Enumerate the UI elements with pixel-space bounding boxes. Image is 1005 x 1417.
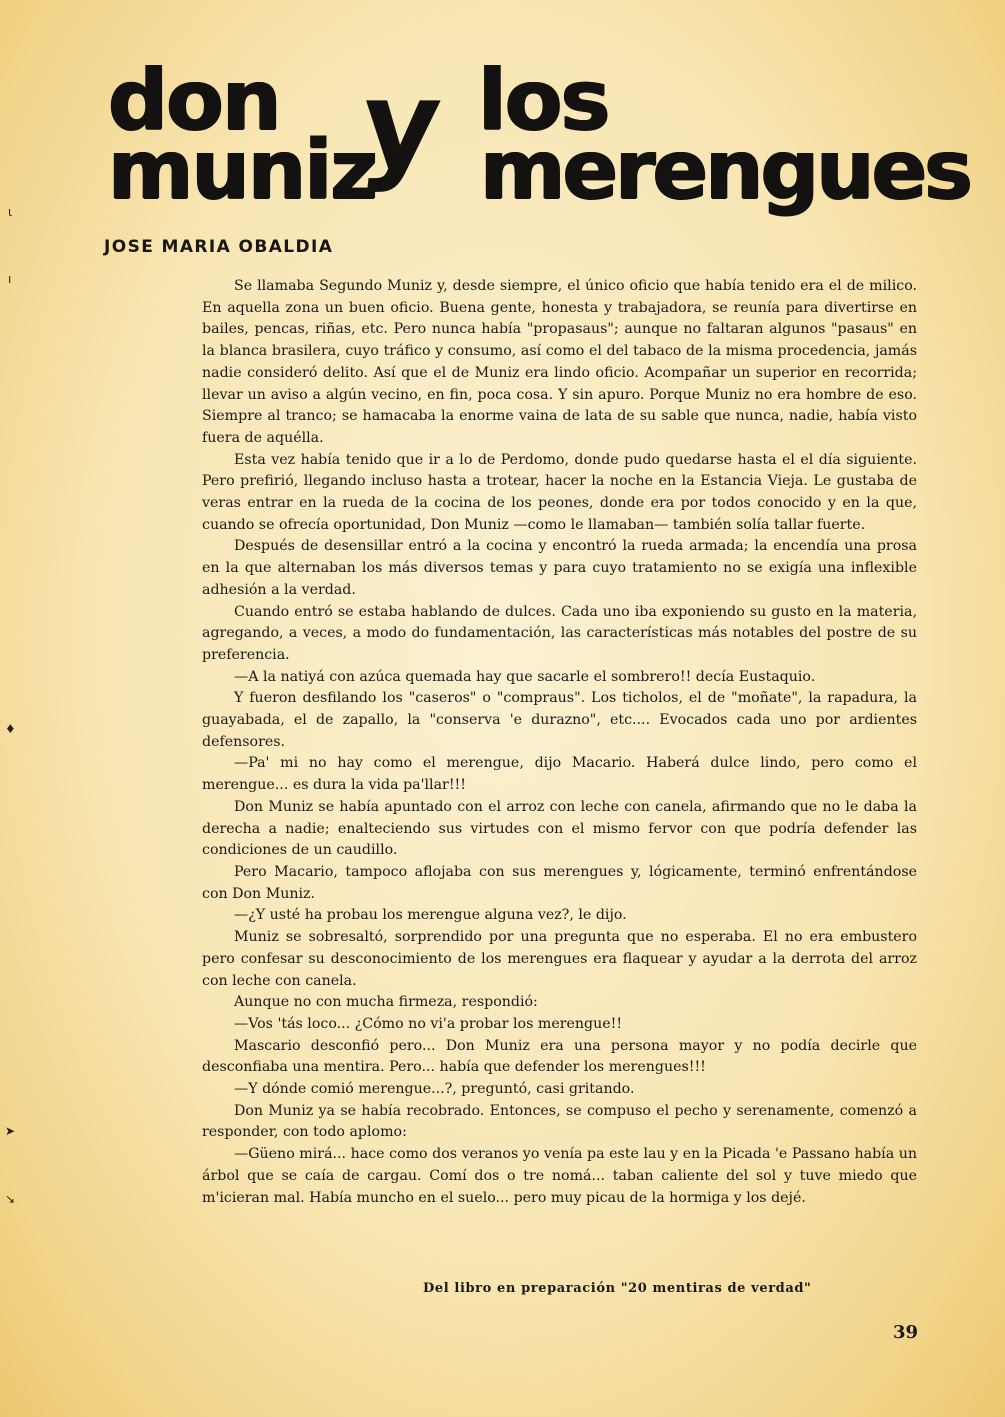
source-credit: Del libro en preparación "20 mentiras de verdad" — [423, 1281, 812, 1296]
title-word-muniz: muniz — [108, 123, 377, 218]
page-number: 39 — [893, 1322, 919, 1343]
author-byline: JOSE MARIA OBALDIA — [104, 237, 334, 257]
title-word-don: don — [108, 51, 280, 149]
title-word-los: los — [478, 51, 609, 149]
paragraph: Esta vez había tenido que ir a lo de Perdomo, donde pudo quedarse hasta el el día siguiente. Pero prefirió, llegando incluso hasta a trotear, hacer la noche en la Estancia Vieja. Le gustaba de veras entrar en la rueda de la cocina de los peones, donde era por todos conocido y en la que, cuando se ofrecía oportunidad, Don Muniz —como le llamaban— también solía tallar fuerte. — [202, 451, 917, 533]
paragraph: Pero Macario, tampoco aflojaba con sus merengues y, lógicamente, terminó enfrentándose con Don Muniz. — [202, 863, 917, 902]
paragraph: Cuando entró se estaba hablando de dulces. Cada uno iba exponiendo su gusto en la materia, agregando, a veces, a modo do fundamentación, las características más notables del postre de su preferencia. — [202, 603, 917, 663]
margin-speck: ↘ — [5, 1192, 16, 1206]
margin-speck: ➤ — [5, 1124, 16, 1138]
article-body — [202, 276, 917, 1209]
paragraph: —A la natiyá con azúca quemada hay que sacarle el sombrero!! decía Eustaquio. — [234, 668, 816, 685]
paragraph: Don Muniz ya se había recobrado. Entonces, se compuso el pecho y serenamente, comenzó a responder, con todo aplomo: — [202, 1102, 917, 1141]
paragraph: —Güeno mirá... hace como dos veranos yo venía pa este lau y en la Picada 'e Passano había un árbol que se caía de cargau. Comí dos o tre nomá... taban caliente del sol y tuve miedo que m'icieran mal. Había muncho en el suelo... pero muy picau de la hormiga y los dejé. — [202, 1146, 917, 1206]
paragraph: —Vos 'tás loco... ¿Cómo no vi'a probar los merengue!! — [234, 1015, 623, 1032]
margin-speck: ♦ — [5, 722, 16, 736]
paragraph: —Pa' mi no hay como el merengue, dijo Macario. Haberá dulce lindo, pero como el merengue... es dura la vida pa'llar!!! — [202, 755, 917, 794]
paragraph: —Y dónde comió merengue...?, preguntó, casi gritando. — [234, 1081, 635, 1098]
paragraph: Y fueron desfilando los "caseros" o "compraus". Los ticholos, el de "moñate", la rapadura, la guayabada, el de zapallo, la "conserva 'e durazno", etc.... Evocados cada uno por ardientes defensores. — [202, 690, 917, 750]
paragraph: Don Muniz se había apuntado con el arroz con leche con canela, afirmando que no le daba la derecha a nadie; enalteciendo sus virtudes con el mismo fervor con que podría defender las condiciones de un caudillo. — [202, 798, 917, 859]
paragraph: Muniz se sobresaltó, sorprendido por una pregunta que no esperaba. El no era embustero pero confesar su desconocimiento de los merengues era flaquear y ayudar a la derrota del arroz con leche con canela. — [202, 929, 917, 989]
paragraph: Aunque no con mucha firmeza, respondió: — [234, 994, 538, 1011]
paragraph: —¿Y usté ha probau los merengue alguna vez?, le dijo. — [234, 907, 627, 924]
paragraph: Después de desensillar entró a la cocina y encontró la rueda armada; la encendía una prosa en la que alternaban los más diversos temas y para cuyo tratamiento no se exigía una inflexible adhesión a la verdad. — [202, 538, 917, 598]
title-conjunction-y: y — [354, 56, 448, 195]
margin-speck: ı — [8, 272, 12, 286]
paragraph: Mascario desconfió pero... Don Muniz era una persona mayor y no podía decirle que desconfiaba una mentira. Pero... había que defender los merengues!!! — [202, 1037, 917, 1076]
title-word-merengues: merengues — [480, 123, 970, 218]
paragraph: Se llamaba Segundo Muniz y, desde siempre, el único oficio que había tenido era el de milico. En aquella zona un buen oficio. Buena gente, honesta y trabajadora, se reunía para divertirse en bailes, pencas, riñas, etc. Pero nunca había "propasaus"; aunque no faltaran algunos "pasaus" en la blanca brasilera, cuyo tráfico y consumo, así como el del tabaco de la misma procedencia, jamás nadie consideró delito. Así que el de Muniz era lindo oficio. Acompañar un superior en recorrida; llevar un aviso a algún vecino, en fin, poca cosa. Y sin apuro. Porque Muniz no era hombre de eso. Siempre al tranco; se hamacaba la enorme vaina de lata de su sable que nunca, nadie, había visto fuera de aquélla. — [202, 278, 917, 446]
margin-speck: ι — [8, 205, 13, 219]
